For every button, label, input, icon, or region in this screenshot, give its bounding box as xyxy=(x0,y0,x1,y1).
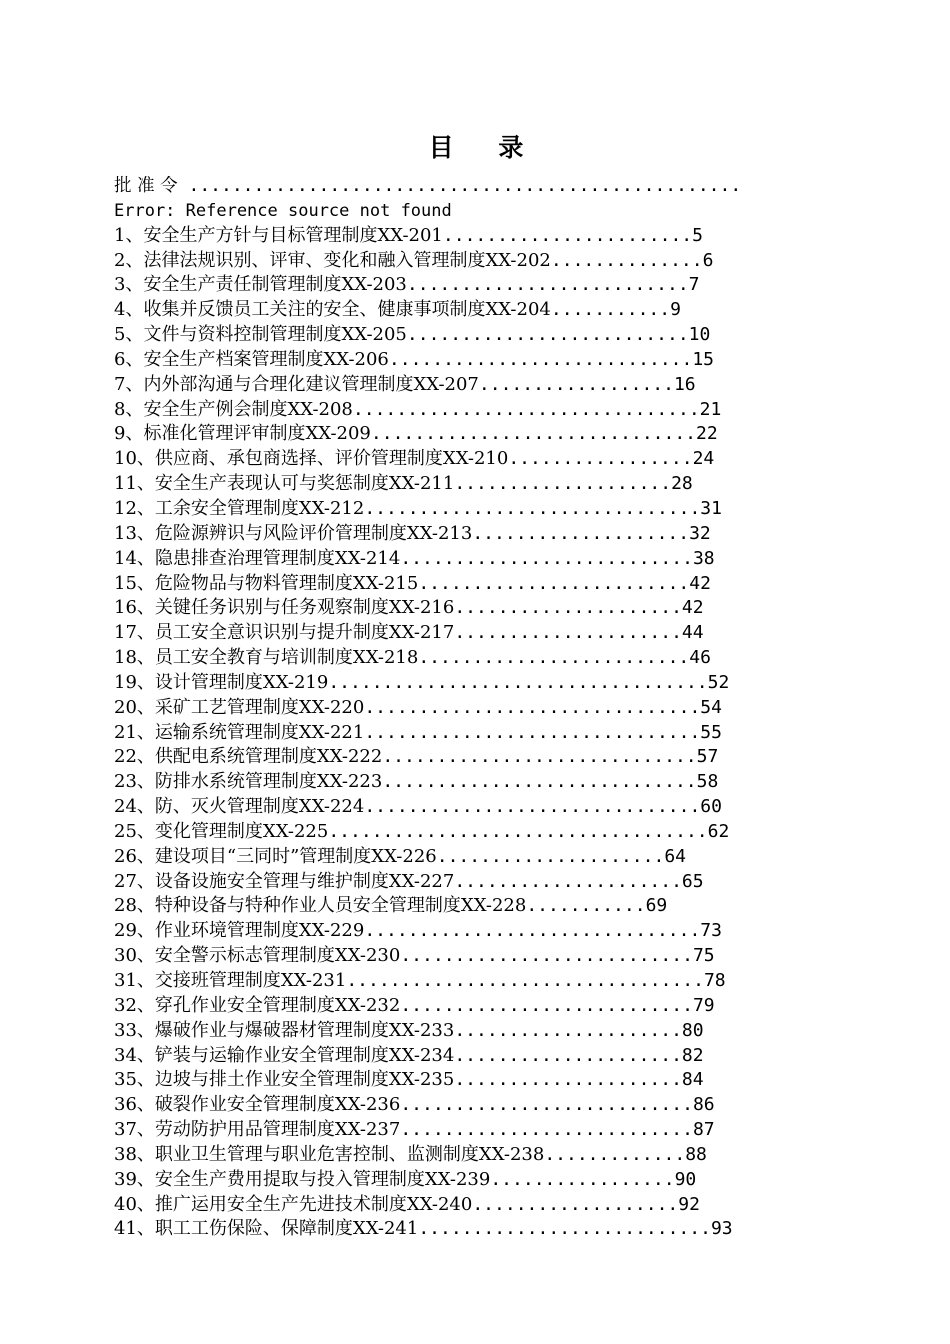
toc-leader: ............................... xyxy=(364,497,701,519)
toc-page-number: 73 xyxy=(700,920,722,942)
toc-entry[interactable] xyxy=(114,721,894,746)
toc-entry[interactable] xyxy=(114,323,894,348)
toc-leader: ........................... xyxy=(400,1119,693,1141)
toc-entry-title: 36、破裂作业安全管理制度XX-236 xyxy=(114,1094,401,1116)
toc-page-number: 92 xyxy=(678,1193,700,1215)
toc-leader: ..................... xyxy=(454,597,682,619)
toc-entry-title: 4、收集并反馈员工关注的安全、健康事项制度XX-204 xyxy=(114,299,551,321)
toc-leader: ............................... xyxy=(364,796,701,818)
toc-page-number: 90 xyxy=(674,1168,697,1190)
toc-entry-title: 23、防排水系统管理制度XX-223 xyxy=(114,771,383,793)
toc-entry-title: 21、运输系统管理制度XX-221 xyxy=(114,721,365,743)
toc-entry-title: 24、防、灭火管理制度XX-224 xyxy=(114,796,365,818)
toc-leader: ..................... xyxy=(454,1044,682,1066)
toc-page-number: 10 xyxy=(688,324,711,346)
toc-entry-title: 16、关键任务识别与任务观察制度XX-216 xyxy=(114,597,455,619)
toc-entry[interactable] xyxy=(114,1019,894,1044)
toc-leader: .......................... xyxy=(406,274,689,296)
toc-leader: ................. xyxy=(508,448,693,470)
toc-entry-title: 39、安全生产费用提取与投入管理制度XX-239 xyxy=(114,1168,491,1190)
toc-entry-title: 29、作业环境管理制度XX-229 xyxy=(114,920,365,942)
toc-leader: ..................... xyxy=(436,845,665,867)
toc-page-number: 79 xyxy=(692,994,715,1016)
toc-entry[interactable] xyxy=(114,249,894,274)
toc-entry-title: 22、供配电系统管理制度XX-222 xyxy=(114,746,383,768)
toc-page-number: 21 xyxy=(699,398,722,420)
toc-page-number: 75 xyxy=(692,945,715,967)
toc-page-number: 7 xyxy=(688,274,700,296)
toc-entry[interactable] xyxy=(114,522,894,547)
toc-leader: .................. xyxy=(478,373,674,395)
toc-entry[interactable] xyxy=(114,273,894,298)
toc-leader: ........................... xyxy=(418,1218,711,1240)
toc-entry[interactable] xyxy=(114,845,894,870)
toc-leader: ......................... xyxy=(418,647,690,669)
toc-entry[interactable] xyxy=(114,224,894,249)
toc-entry[interactable] xyxy=(114,398,894,423)
toc-leader: ................. xyxy=(490,1168,675,1190)
toc-page-number: 16 xyxy=(673,373,696,395)
toc-entry[interactable] xyxy=(114,969,894,994)
toc-entry-title: 12、工余安全管理制度XX-212 xyxy=(114,497,365,519)
toc-leader: .............. xyxy=(550,249,703,271)
toc-page-number: 80 xyxy=(681,1019,704,1041)
toc-entry-title: 15、危险物品与物料管理制度XX-215 xyxy=(114,572,419,594)
toc-entry[interactable] xyxy=(114,596,894,621)
toc-page-number: 86 xyxy=(692,1094,715,1116)
toc-entry-title: 31、交接班管理制度XX-231 xyxy=(114,970,347,991)
toc-entry[interactable] xyxy=(114,745,894,770)
toc-approval-label: 批 准 令 xyxy=(114,176,178,196)
page-title: 目 录 xyxy=(428,133,542,162)
toc-page-number: 84 xyxy=(681,1069,704,1091)
toc-entry[interactable] xyxy=(114,994,894,1019)
toc-page-number: 42 xyxy=(681,597,704,619)
toc-entry[interactable] xyxy=(114,770,894,795)
toc-entry[interactable] xyxy=(114,1143,894,1168)
toc-entry[interactable] xyxy=(114,298,894,323)
toc-leader: ............................. xyxy=(382,746,697,768)
toc-list xyxy=(114,174,894,1242)
toc-leader: ............................. xyxy=(382,771,697,793)
toc-leader: ........................... xyxy=(400,547,693,569)
toc-leader: ................................. xyxy=(346,970,704,991)
toc-entry[interactable] xyxy=(114,820,894,845)
toc-entry[interactable] xyxy=(114,572,894,597)
toc-page-number: 15 xyxy=(692,348,715,370)
toc-entry-title: 41、职工工伤保险、保障制度XX-241 xyxy=(114,1218,419,1240)
toc-entry-title: 35、边坡与排土作业安全管理制度XX-235 xyxy=(114,1069,455,1091)
toc-leader: ........... xyxy=(550,299,671,321)
toc-entry-title: 9、标准化管理评审制度XX-209 xyxy=(114,423,371,445)
toc-entry[interactable] xyxy=(114,373,894,398)
toc-page-number: 38 xyxy=(692,547,715,569)
toc-entry-title: 33、爆破作业与爆破器材管理制度XX-233 xyxy=(114,1019,455,1041)
toc-entry-title: 27、设备设施安全管理与维护制度XX-227 xyxy=(114,870,455,892)
toc-entry-title: 38、职业卫生管理与职业危害控制、监测制度XX-238 xyxy=(114,1143,545,1165)
toc-entry-title: 17、员工安全意识识别与提升制度XX-217 xyxy=(114,622,455,644)
toc-page-number: 60 xyxy=(700,796,722,818)
toc-entry-title: 32、穿孔作业安全管理制度XX-232 xyxy=(114,994,401,1016)
toc-entry[interactable] xyxy=(114,894,894,919)
toc-leader: ........................... xyxy=(400,945,693,967)
toc-page-number: 69 xyxy=(645,895,668,917)
toc-entry-title: 14、隐患排查治理管理制度XX-214 xyxy=(114,547,401,569)
toc-page-number: 46 xyxy=(689,647,711,669)
toc-entry-title: 2、法律法规识别、评审、变化和融入管理制度XX-202 xyxy=(114,249,551,271)
toc-page-number: 93 xyxy=(710,1218,733,1240)
toc-entry-title: 1、安全生产方针与目标管理制度XX-201 xyxy=(114,224,443,246)
toc-entry-title: 18、员工安全教育与培训制度XX-218 xyxy=(114,647,419,669)
toc-leader: ................................ xyxy=(352,398,700,420)
toc-leader: ..................... xyxy=(454,622,682,644)
toc-leader: ................... xyxy=(472,1193,679,1215)
toc-page-number: 31 xyxy=(700,497,722,519)
toc-entry[interactable] xyxy=(114,472,894,497)
toc-entry[interactable] xyxy=(114,795,894,820)
toc-entry-title: 30、安全警示标志管理制度XX-230 xyxy=(114,945,401,967)
toc-leader: .................... xyxy=(472,522,690,544)
toc-leader: ................................................... xyxy=(177,175,742,196)
toc-entry[interactable] xyxy=(114,547,894,572)
toc-leader: ..................... xyxy=(454,1019,682,1041)
toc-leader: ........... xyxy=(526,895,646,917)
toc-leader: ......................... xyxy=(418,572,690,594)
toc-leader: ............................... xyxy=(364,920,701,942)
toc-page-number: 54 xyxy=(700,696,722,718)
toc-approval-line xyxy=(114,174,894,199)
toc-entry-title: 40、推广运用安全生产先进技术制度XX-240 xyxy=(114,1193,473,1215)
toc-page-number: 58 xyxy=(696,771,719,793)
toc-page-number: 64 xyxy=(664,845,686,867)
toc-leader: ................................... xyxy=(328,820,708,842)
toc-page-number: 78 xyxy=(703,970,726,991)
toc-page-number: 55 xyxy=(700,721,722,743)
toc-page-number: 87 xyxy=(692,1119,715,1141)
toc-leader: .................... xyxy=(454,473,672,495)
toc-leader: .............................. xyxy=(370,423,696,445)
toc-leader: ..................... xyxy=(454,870,682,892)
toc-entry[interactable] xyxy=(114,944,894,969)
toc-leader: ............................ xyxy=(388,348,693,370)
toc-entry[interactable] xyxy=(114,919,894,944)
toc-entry[interactable] xyxy=(114,621,894,646)
toc-page-number: 5 xyxy=(692,224,703,246)
toc-entry[interactable] xyxy=(114,1118,894,1143)
toc-page-number: 52 xyxy=(707,671,730,693)
toc-page-number: 44 xyxy=(681,622,704,644)
toc-page-number: 9 xyxy=(670,299,681,321)
toc-page-number: 82 xyxy=(681,1044,704,1066)
toc-leader: ........................... xyxy=(400,994,693,1016)
toc-entry-title: 8、安全生产例会制度XX-208 xyxy=(114,398,353,420)
toc-entry[interactable] xyxy=(114,671,894,696)
toc-leader: ....................... xyxy=(442,224,693,246)
toc-entry[interactable] xyxy=(114,447,894,472)
toc-entry-title: 6、安全生产档案管理制度XX-206 xyxy=(114,348,389,370)
toc-leader: ............. xyxy=(544,1143,686,1165)
toc-entry[interactable] xyxy=(114,1068,894,1093)
toc-entry-title: 28、特种设备与特种作业人员安全管理制度XX-228 xyxy=(114,895,527,917)
toc-entry[interactable] xyxy=(114,1044,894,1069)
toc-entry[interactable] xyxy=(114,1193,894,1218)
toc-page-number: 6 xyxy=(702,249,714,271)
toc-page-number: 65 xyxy=(681,870,704,892)
toc-entry[interactable] xyxy=(114,1217,894,1242)
toc-page-number: 32 xyxy=(689,522,711,544)
toc-entry[interactable] xyxy=(114,348,894,373)
toc-leader: ..................... xyxy=(454,1069,682,1091)
toc-entry-title: 3、安全生产责任制管理制度XX-203 xyxy=(114,274,407,296)
toc-leader: ........................... xyxy=(400,1094,693,1116)
toc-entry-title: 10、供应商、承包商选择、评价管理制度XX-210 xyxy=(114,448,509,470)
toc-page-number: 42 xyxy=(689,572,711,594)
toc-entry-title: 7、内外部沟通与合理化建议管理制度XX-207 xyxy=(114,373,479,395)
toc-entry-title: 19、设计管理制度XX-219 xyxy=(114,671,329,693)
toc-error-line: Error: Reference source not found xyxy=(114,200,452,221)
toc-page-number: 62 xyxy=(707,820,730,842)
toc-entry-title: 5、文件与资料控制管理制度XX-205 xyxy=(114,324,407,346)
toc-entry[interactable] xyxy=(114,646,894,671)
toc-page-number: 22 xyxy=(696,423,718,445)
toc-page-number: 88 xyxy=(685,1143,707,1165)
toc-leader: ............................... xyxy=(364,696,701,718)
toc-entry[interactable] xyxy=(114,696,894,721)
toc-leader: ............................... xyxy=(364,721,701,743)
toc-entry-title: 34、铲装与运输作业安全管理制度XX-234 xyxy=(114,1044,455,1066)
toc-entry[interactable] xyxy=(114,422,894,447)
toc-page-number: 28 xyxy=(671,473,693,495)
toc-entry-title: 20、采矿工艺管理制度XX-220 xyxy=(114,696,365,718)
toc-entry-title: 25、变化管理制度XX-225 xyxy=(114,820,329,842)
toc-entry-title: 37、劳动防护用品管理制度XX-237 xyxy=(114,1119,401,1141)
toc-entry[interactable] xyxy=(114,1093,894,1118)
toc-entry[interactable] xyxy=(114,870,894,895)
toc-page-number: 57 xyxy=(696,746,719,768)
toc-page-number: 24 xyxy=(692,448,715,470)
toc-entry-title: 11、安全生产表现认可与奖惩制度XX-211 xyxy=(114,473,455,495)
toc-leader: ................................... xyxy=(328,671,708,693)
toc-entry-title: 13、危险源辨识与风险评价管理制度XX-213 xyxy=(114,522,473,544)
toc-entry[interactable] xyxy=(114,497,894,522)
toc-leader: .......................... xyxy=(406,324,689,346)
toc-entry[interactable] xyxy=(114,1168,894,1193)
toc-entry-title: 26、建设项目“三同时”管理制度XX-226 xyxy=(114,845,437,867)
